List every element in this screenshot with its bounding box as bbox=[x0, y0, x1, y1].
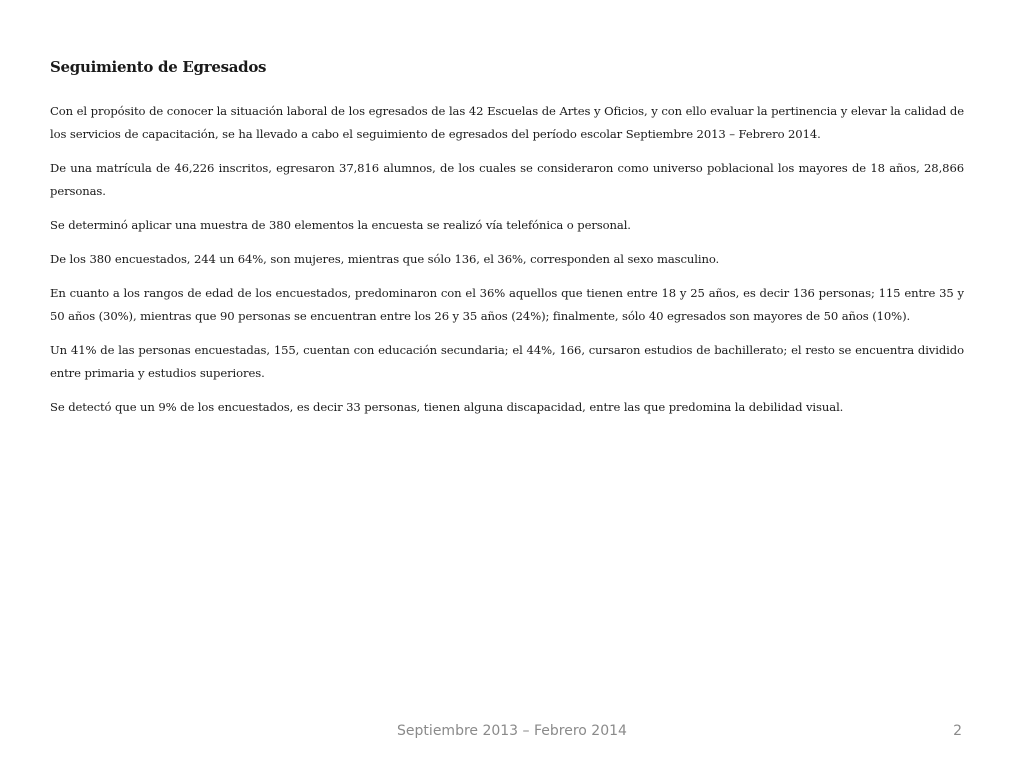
paragraph-enrollment: De una matrícula de 46,226 inscritos, egresaron 37,816 alumnos, de los cuales se consideraron como universo poblacional los mayores de 18 años, 28,866 personas. bbox=[50, 161, 964, 198]
paragraph-disability: Se detectó que un 9% de los encuestados, es decir 33 personas, tienen alguna discapacidad, entre las que predomina la debilidad visual. bbox=[50, 400, 844, 414]
footer-period-label: Septiembre 2013 – Febrero 2014 bbox=[397, 723, 627, 739]
paragraph-purpose: Con el propósito de conocer la situación laboral de los egresados de las 42 Escuelas de Artes y Oficios, y con ello evaluar la pertinencia y elevar la calidad de los servicios de capacitación, se ha llevado a cabo el seguimiento de egresados del período escolar Septiembre 2013 – Febrero 2014. bbox=[50, 104, 964, 141]
paragraph-gender: De los 380 encuestados, 244 un 64%, son mujeres, mientras que sólo 136, el 36%, corresponden al sexo masculino. bbox=[50, 252, 720, 266]
paragraph-age-ranges: En cuanto a los rangos de edad de los encuestados, predominaron con el 36% aquellos que tienen entre 18 y 25 años, es decir 136 personas; 115 entre 35 y 50 años (30%), mientras que 90 personas se encuentran entre los 26 y 35 años (24%); finalmente, sólo 40 egresados son mayores de 50 años (10%). bbox=[50, 286, 964, 323]
paragraph-sample: Se determinó aplicar una muestra de 380 elementos la encuesta se realizó vía telefónica o personal. bbox=[50, 218, 631, 232]
footer-period bbox=[0, 723, 1024, 739]
document-body bbox=[50, 58, 964, 430]
paragraph-education: Un 41% de las personas encuestadas, 155, cuentan con educación secundaria; el 44%, 166, cursaron estudios de bachillerato; el resto se encuentra dividido entre primaria y estudios superiores. bbox=[50, 343, 964, 380]
document-title: Seguimiento de Egresados bbox=[50, 58, 267, 76]
page-number: 2 bbox=[953, 723, 962, 739]
